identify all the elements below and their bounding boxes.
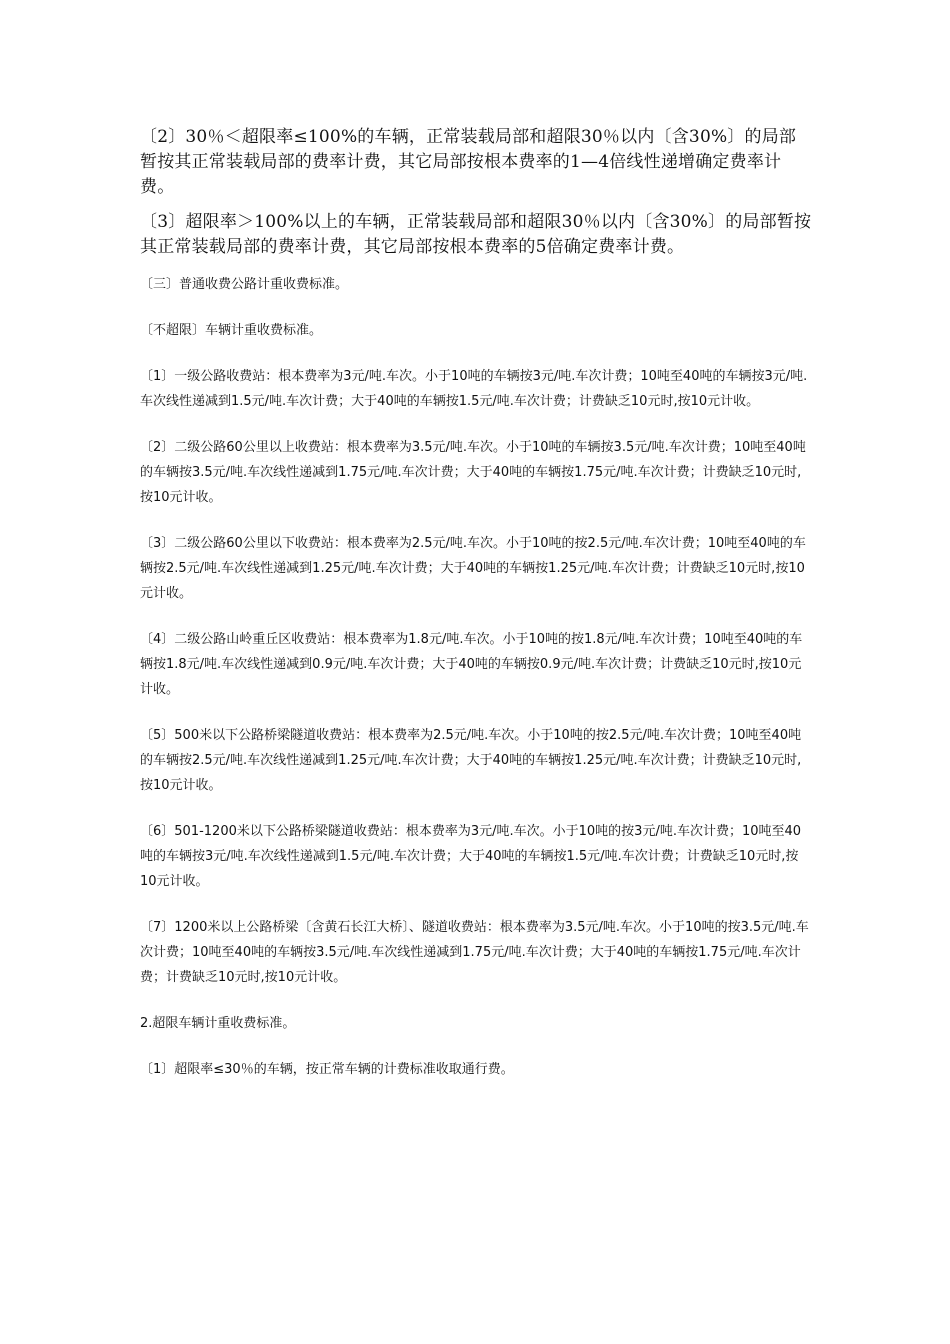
paragraph-bridge-tunnel-501-1200m: 〔6〕501-1200米以下公路桥梁隧道收费站：根本费率为3元/吨.车次。小于10吨的按3元/吨.车次计费；10吨至40吨的车辆按3元/吨.车次线性递减到1.5元/吨.车次计费；大于40吨的车辆按1.5元/吨.车次计费；计费缺乏10元时,按10元计收。 [140,824,802,889]
paragraph-bridge-tunnel-over-1200m: 〔7〕1200米以上公路桥梁〔含黄石长江大桥〕、隧道收费站：根本费率为3.5元/吨.车次。小于10吨的按3.5元/吨.车次计费；10吨至40吨的车辆按3.5元/吨.车次线性递减到1.75元/吨.车次计费；大于40吨的车辆按1.75元/吨.车次计费；计费缺乏10元时,按10元计收。 [140,920,809,985]
paragraph-class-1-highway: 〔1〕一级公路收费站：根本费率为3元/吨.车次。小于10吨的车辆按3元/吨.车次计费；10吨至40吨的车辆按3元/吨.车次线性递减到1.5元/吨.车次计费；大于40吨的车辆按1.5元/吨.车次计费；计费缺乏10元时,按10元计收。 [140,369,808,409]
section-heading-non-overloaded: 〔不超限〕车辆计重收费标准。 [140,323,323,338]
paragraph-overload-rate-30-100: 〔2〕30％＜超限率≤100%的车辆，正常装载局部和超限30％以内〔含30%〕的局部暂按其正常装载局部的费率计费，其它局部按根本费率的1—4倍线性递增确定费率计费。 [140,127,797,197]
paragraph-class-2-highway-under-60km: 〔3〕二级公路60公里以下收费站：根本费率为2.5元/吨.车次。小于10吨的按2.5元/吨.车次计费；10吨至40吨的车辆按2.5元/吨.车次线性递减到1.25元/吨.车次计费；大于40吨的车辆按1.25元/吨.车次计费；计费缺乏10元时,按10元计收。 [140,536,806,601]
section-heading-overloaded-vehicles: 2.超限车辆计重收费标准。 [140,1016,296,1031]
paragraph-class-2-highway-over-60km: 〔2〕二级公路60公里以上收费站：根本费率为3.5元/吨.车次。小于10吨的车辆按3.5元/吨.车次计费；10吨至40吨的车辆按3.5元/吨.车次线性递减到1.75元/吨.车次计费；大于40吨的车辆按1.75元/吨.车次计费；计费缺乏10元时,按10元计收。 [140,440,806,505]
paragraph-overload-rate-over-100: 〔3〕超限率＞100%以上的车辆，正常装载局部和超限30％以内〔含30%〕的局部暂按其正常装载局部的费率计费，其它局部按根本费率的5倍确定费率计费。 [140,212,812,257]
paragraph-class-2-mountain: 〔4〕二级公路山岭重丘区收费站：根本费率为1.8元/吨.车次。小于10吨的按1.8元/吨.车次计费；10吨至40吨的车辆按1.8元/吨.车次线性递减到0.9元/吨.车次计费；大于40吨的车辆按0.9元/吨.车次计费；计费缺乏10元时,按10元计收。 [140,632,803,697]
document-body [140,125,812,1103]
paragraph-overload-rate-under-30: 〔1〕超限率≤30％的车辆，按正常车辆的计费标准收取通行费。 [140,1062,514,1077]
paragraph-bridge-tunnel-under-500m: 〔5〕500米以下公路桥梁隧道收费站：根本费率为2.5元/吨.车次。小于10吨的按2.5元/吨.车次计费；10吨至40吨的车辆按2.5元/吨.车次线性递减到1.25元/吨.车次计费；大于40吨的车辆按1.25元/吨.车次计费；计费缺乏10元时,按10元计收。 [140,728,802,793]
section-heading-ordinary-toll-roads: 〔三〕普通收费公路计重收费标准。 [140,277,349,292]
